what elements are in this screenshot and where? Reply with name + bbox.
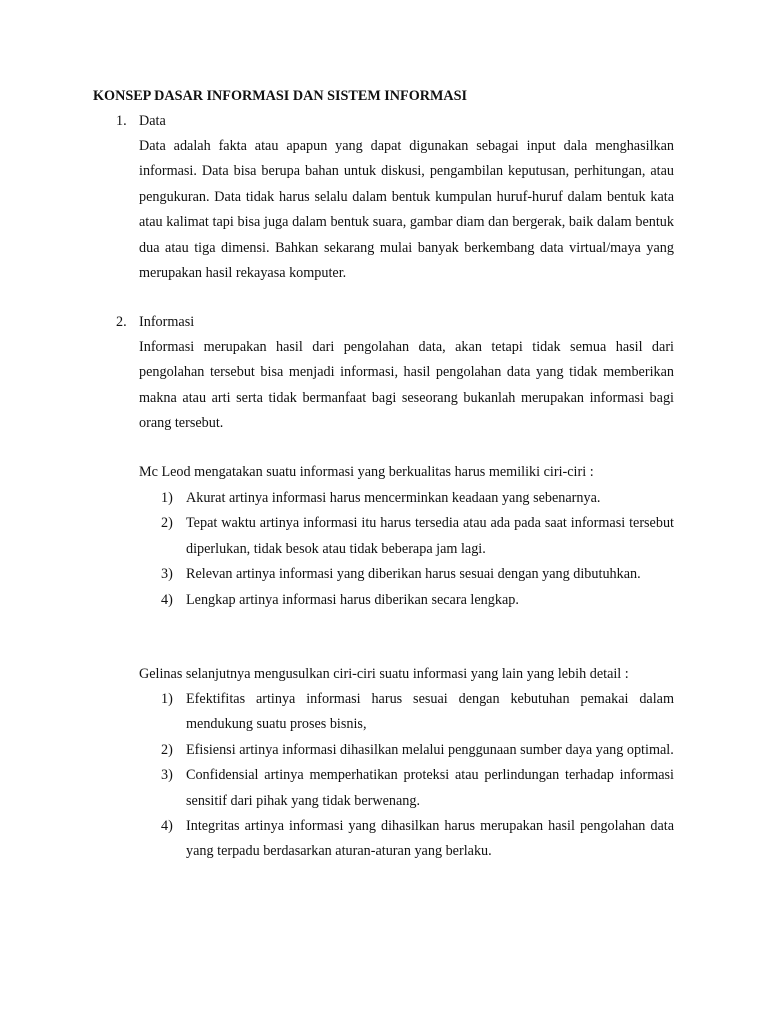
section-heading: Data bbox=[139, 113, 166, 129]
list-item-number: 2) bbox=[161, 741, 173, 758]
list-item bbox=[0, 562, 768, 587]
list-item-text: Confidensial artinya memperhatikan proteksi atau perlindungan terhadap informasi sensitif dari pihak yang tidak berwenang. bbox=[186, 767, 674, 809]
list-item bbox=[0, 763, 768, 814]
gelinas-intro: Gelinas selanjutnya mengusulkan ciri-ciri suatu informasi yang lain yang lebih detail : bbox=[139, 666, 629, 682]
section-number: 2. bbox=[116, 314, 127, 330]
list-item bbox=[0, 588, 768, 613]
list-item-text: Integritas artinya informasi yang dihasilkan harus merupakan hasil pengolahan data yang terpadu berdasarkan aturan-aturan yang berlaku. bbox=[186, 818, 674, 860]
document-title: KONSEP DASAR INFORMASI DAN SISTEM INFORMASI bbox=[93, 88, 468, 104]
list-item bbox=[0, 511, 768, 562]
section-paragraph: Informasi merupakan hasil dari pengolahan data, akan tetapi tidak semua hasil dari pengolahan tersebut bisa menjadi informasi, hasil pengolahan data yang tidak memberikan makna atau arti serta tidak bermanfaat bagi seseorang bukanlah merupakan informasi bagi orang tersebut. bbox=[139, 339, 674, 432]
list-item-text: Efektifitas artinya informasi harus sesuai dengan kebutuhan pemakai dalam mendukung suatu proses bisnis, bbox=[186, 691, 674, 733]
list-item-text: Akurat artinya informasi harus mencerminkan keadaan yang sebenarnya. bbox=[186, 490, 601, 506]
list-item bbox=[0, 486, 768, 511]
list-item-text: Efisiensi artinya informasi dihasilkan melalui penggunaan sumber daya yang optimal. bbox=[186, 741, 674, 758]
list-item-text: Tepat waktu artinya informasi itu harus tersedia atau ada pada saat informasi tersebut diperlukan, tidak besok atau tidak beberapa jam lagi. bbox=[186, 515, 674, 557]
list-item-number: 3) bbox=[161, 566, 173, 583]
section-number: 1. bbox=[116, 113, 127, 129]
mcleod-intro: Mc Leod mengatakan suatu informasi yang berkualitas harus memiliki ciri-ciri : bbox=[139, 464, 594, 480]
list-item-number: 4) bbox=[161, 818, 173, 835]
list-item-number: 1) bbox=[161, 691, 173, 707]
list-item-text: Relevan artinya informasi yang diberikan harus sesuai dengan yang dibutuhkan. bbox=[186, 566, 641, 583]
list-item-text: Lengkap artinya informasi harus diberikan secara lengkap. bbox=[186, 591, 519, 608]
section-heading: Informasi bbox=[139, 314, 195, 330]
gelinas-criteria-list bbox=[0, 687, 768, 865]
list-item bbox=[0, 814, 768, 865]
mcleod-criteria-list bbox=[0, 486, 768, 613]
list-item-number: 4) bbox=[161, 591, 173, 608]
list-item-number: 3) bbox=[161, 767, 173, 784]
list-item-number: 2) bbox=[161, 515, 173, 532]
section-paragraph: Data adalah fakta atau apapun yang dapat digunakan sebagai input dala menghasilkan informasi. Data bisa berupa bahan untuk diskusi, pengambilan keputusan, perhitungan, atau pengukuran. Data tidak harus selalu dalam bentuk kumpulan huruf-huruf dalam bentuk kata atau kalimat tapi bisa juga dalam bentuk suara, gambar diam dan bergerak, baik dalam bentuk dua atau tiga dimensi. Bahkan sekarang mulai banyak berkembang data virtual/maya yang merupakan hasil rekayasa komputer. bbox=[139, 138, 674, 282]
list-item bbox=[0, 738, 768, 763]
list-item-number: 1) bbox=[161, 490, 173, 506]
list-item bbox=[0, 687, 768, 738]
